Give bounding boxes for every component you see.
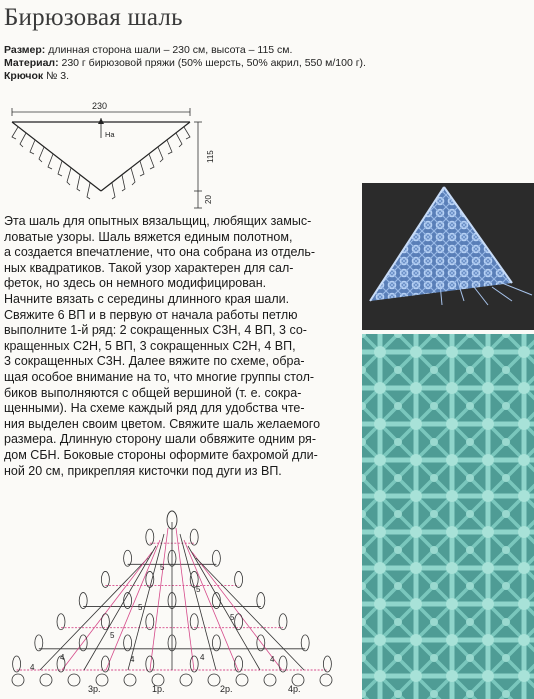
instructions-line: ния выделен своим цветом. Свяжите шаль желаемого [4,416,321,431]
chart-stroke [208,674,220,686]
instructions-line: щая особое внимание на то, что многие группы стол- [4,369,315,384]
fringe-length-label: 20 [204,195,213,204]
chart-stroke [68,674,80,686]
size-line [4,44,524,57]
chart-stroke [188,546,260,670]
chart-stroke [192,552,282,670]
fringe-right [112,127,190,199]
instructions-line: дом СБН. Боковые стороны оформите бахромой дли- [4,447,318,462]
chart-number: 5 [110,631,115,640]
instructions-line: феток, но здесь он немного модифицирован. [4,276,267,291]
instructions-text [4,214,359,479]
size-value: длинная сторона шали – 230 см, высота – 115 см. [45,44,293,56]
chart-stroke [12,674,24,686]
instructions-line: а создается впечатление, что она собрана из отдель- [4,245,316,260]
chart-number: 4 [200,653,205,662]
instructions-line: выполните 1-й ряд: 2 сокращенных С3Н, 4 ВП, 3 со- [4,323,307,338]
chart-number: 5 [138,603,143,612]
instructions-line: размера. Длинную сторону шали обвяжите одним ря- [4,432,316,447]
chart-number: 4 [60,653,65,662]
row-label-3: 3р. [88,684,101,694]
fringe-left [12,127,90,199]
hook-value: № 3. [43,70,70,82]
chart-stroke [84,546,156,670]
chart-stroke [235,614,243,630]
instructions-line: Свяжите 6 ВП и в первую от начала работы петлю [4,307,298,322]
row-label-1: 1р. [152,684,165,694]
chart-number: 4 [30,663,35,672]
chart-number: 5 [196,585,201,594]
page-title: Бирюзовая шаль [4,4,183,31]
chart-stroke [180,674,192,686]
height-label: 115 [206,150,215,163]
instructions-line: ной 20 см, прикрепляя кисточки под дуги из ВП. [4,463,282,478]
instructions-line: Эта шаль для опытных вязальщиц, любящих замыс- [4,214,312,228]
instructions-line: щенными). На схеме каждый ряд для удобства чте- [4,401,305,416]
start-label: На [105,130,115,139]
row-label-4: 4р. [288,684,301,694]
chart-stroke [101,614,109,630]
chart-number: 4 [270,655,275,664]
chart-stroke [190,529,198,545]
instructions-line: ных квадратиков. Такой узор характерен для сал- [4,260,294,275]
shawl-photo-closeup [362,334,534,699]
crochet-chart [0,510,340,699]
chart-stroke [40,674,52,686]
material-line [4,57,524,70]
chart-stroke [323,656,331,672]
instructions-line: кращенных С2Н, 5 ВП, 3 сокращенных С2Н, 4 ВП, [4,338,296,353]
chart-number: 5 [230,613,235,622]
instructions-line: Начните вязать с середины длинного края шали. [4,291,290,306]
chart-stroke [146,571,154,587]
chart-stroke [124,674,136,686]
shawl-schema [0,100,240,210]
chart-number: 4 [130,655,135,664]
material-label: Материал: [4,57,59,69]
instructions-line: биков выполняются с общей вершиной (т. е. сокра- [4,385,302,400]
row-label-2: 2р. [220,684,233,694]
material-value: 230 г бирюзовой пряжи (50% шерсть, 50% акрил, 550 м/100 г). [58,57,366,69]
chart-stroke [236,674,248,686]
instructions-line: ловатые узоры. Шаль вяжется единым полотном, [4,229,293,244]
chart-stroke [264,674,276,686]
hook-label: Крючок [4,70,44,82]
hook-line [4,70,524,83]
specs-block [4,44,524,83]
shawl-photo-small [362,183,534,330]
size-label: Размер: [4,44,46,56]
chart-number: 5 [160,563,165,572]
instructions-line: 3 сокращенных С3Н. Далее вяжите по схеме, обра- [4,354,305,369]
chart-stroke [320,674,332,686]
width-label: 230 [92,101,108,111]
